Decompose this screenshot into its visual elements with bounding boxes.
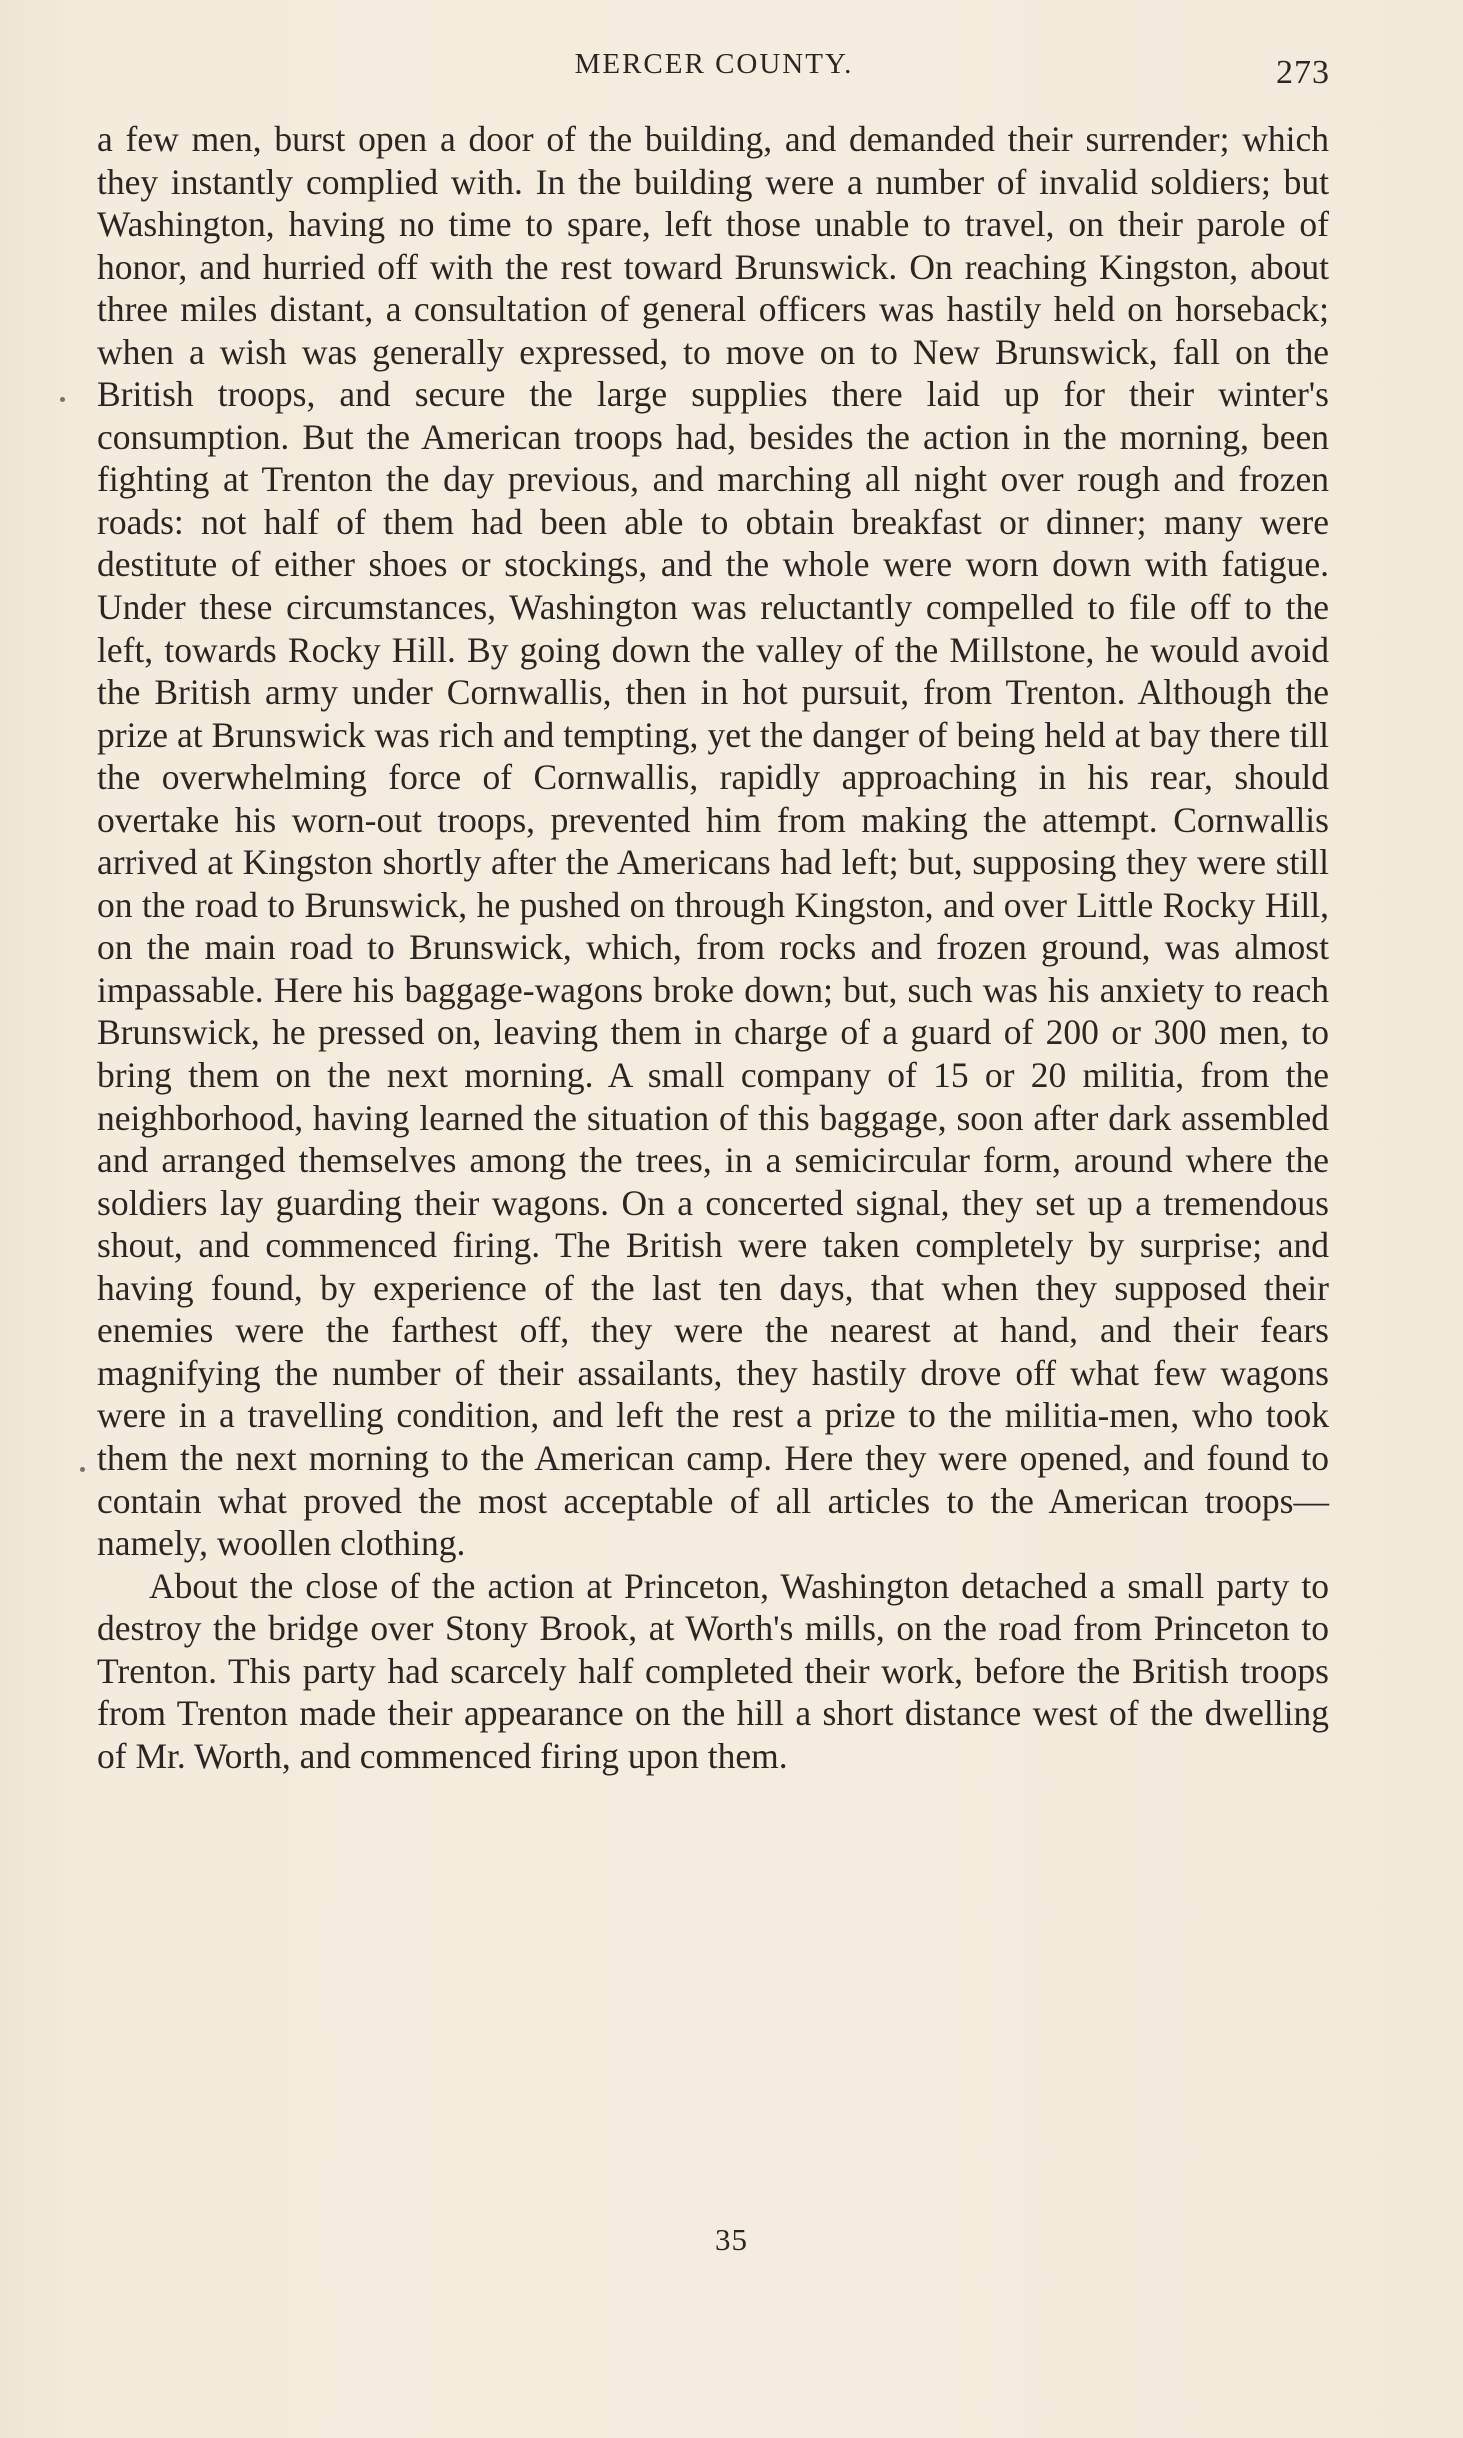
running-head <box>98 48 1330 91</box>
running-title: MERCER COUNTY. <box>574 48 854 80</box>
body-text <box>97 118 1329 1777</box>
paragraph-1: a few men, burst open a door of the building, and demanded their surrender; which they instantly complied with. In the building were a number of invalid soldiers; but Washington, having no time to spare, left those unable to travel, on their parole of honor, and hurried off with the rest toward Brunswick. On reaching Kingston, about three miles distant, a consultation of general officers was hastily held on horseback; when a wish was generally expressed, to move on to New Brunswick, fall on the British troops, and secure the large supplies there laid up for their winter's consumption. But the American troops had, besides the action in the morning, been fighting at Trenton the day previous, and marching all night over rough and frozen roads: not half of them had been able to obtain breakfast or dinner; many were destitute of either shoes or stockings, and the whole were worn down with fatigue. Under these circumstances, Washington was reluctantly compelled to file off to the left, towards Rocky Hill. By going down the valley of the Millstone, he would avoid the British army under Cornwallis, then in hot pursuit, from Trenton. Although the prize at Brunswick was rich and tempting, yet the danger of being held at bay there till the overwhelming force of Cornwallis, rapidly approaching in his rear, should overtake his worn-out troops, prevented him from making the attempt. Cornwallis arrived at Kingston shortly after the Americans had left; but, supposing they were still on the road to Brunswick, he pushed on through Kingston, and over Little Rocky Hill, on the main road to Brunswick, which, from rocks and frozen ground, was almost impassable. Here his baggage-wagons broke down; but, such was his anxiety to reach Brunswick, he pressed on, leaving them in charge of a guard of 200 or 300 men, to bring them on the next morning. A small company of 15 or 20 militia, from the neighborhood, having learned the situation of this baggage, soon after dark assembled and arranged themselves among the trees, in a semicircular form, around where the soldiers lay guarding their wagons. On a concerted signal, they set up a tremendous shout, and commenced firing. The British were taken completely by surprise; and having found, by experience of the last ten days, that when they supposed their enemies were the farthest off, they were the nearest at hand, and their fears magnifying the number of their assailants, they hastily drove off what few wagons were in a travelling condition, and left the rest a prize to the militia-men, who took them the next morning to the American camp. Here they were opened, and found to contain what proved the most acceptable of all articles to the American troops—namely, woollen clothing. <box>97 119 1329 1564</box>
signature-mark: 35 <box>715 2222 748 2257</box>
margin-speck <box>80 1467 85 1472</box>
margin-speck <box>60 397 65 402</box>
page-number: 273 <box>1276 54 1330 91</box>
paragraph-2: About the close of the action at Princeton, Washington detached a small party to destroy the bridge over Stony Brook, at Worth's mills, on the road from Princeton to Trenton. This party had scarcely half completed their work, before the British troops from Trenton made their appearance on the hill a short distance west of the dwelling of Mr. Worth, and commenced firing upon them. <box>97 1565 1329 1776</box>
